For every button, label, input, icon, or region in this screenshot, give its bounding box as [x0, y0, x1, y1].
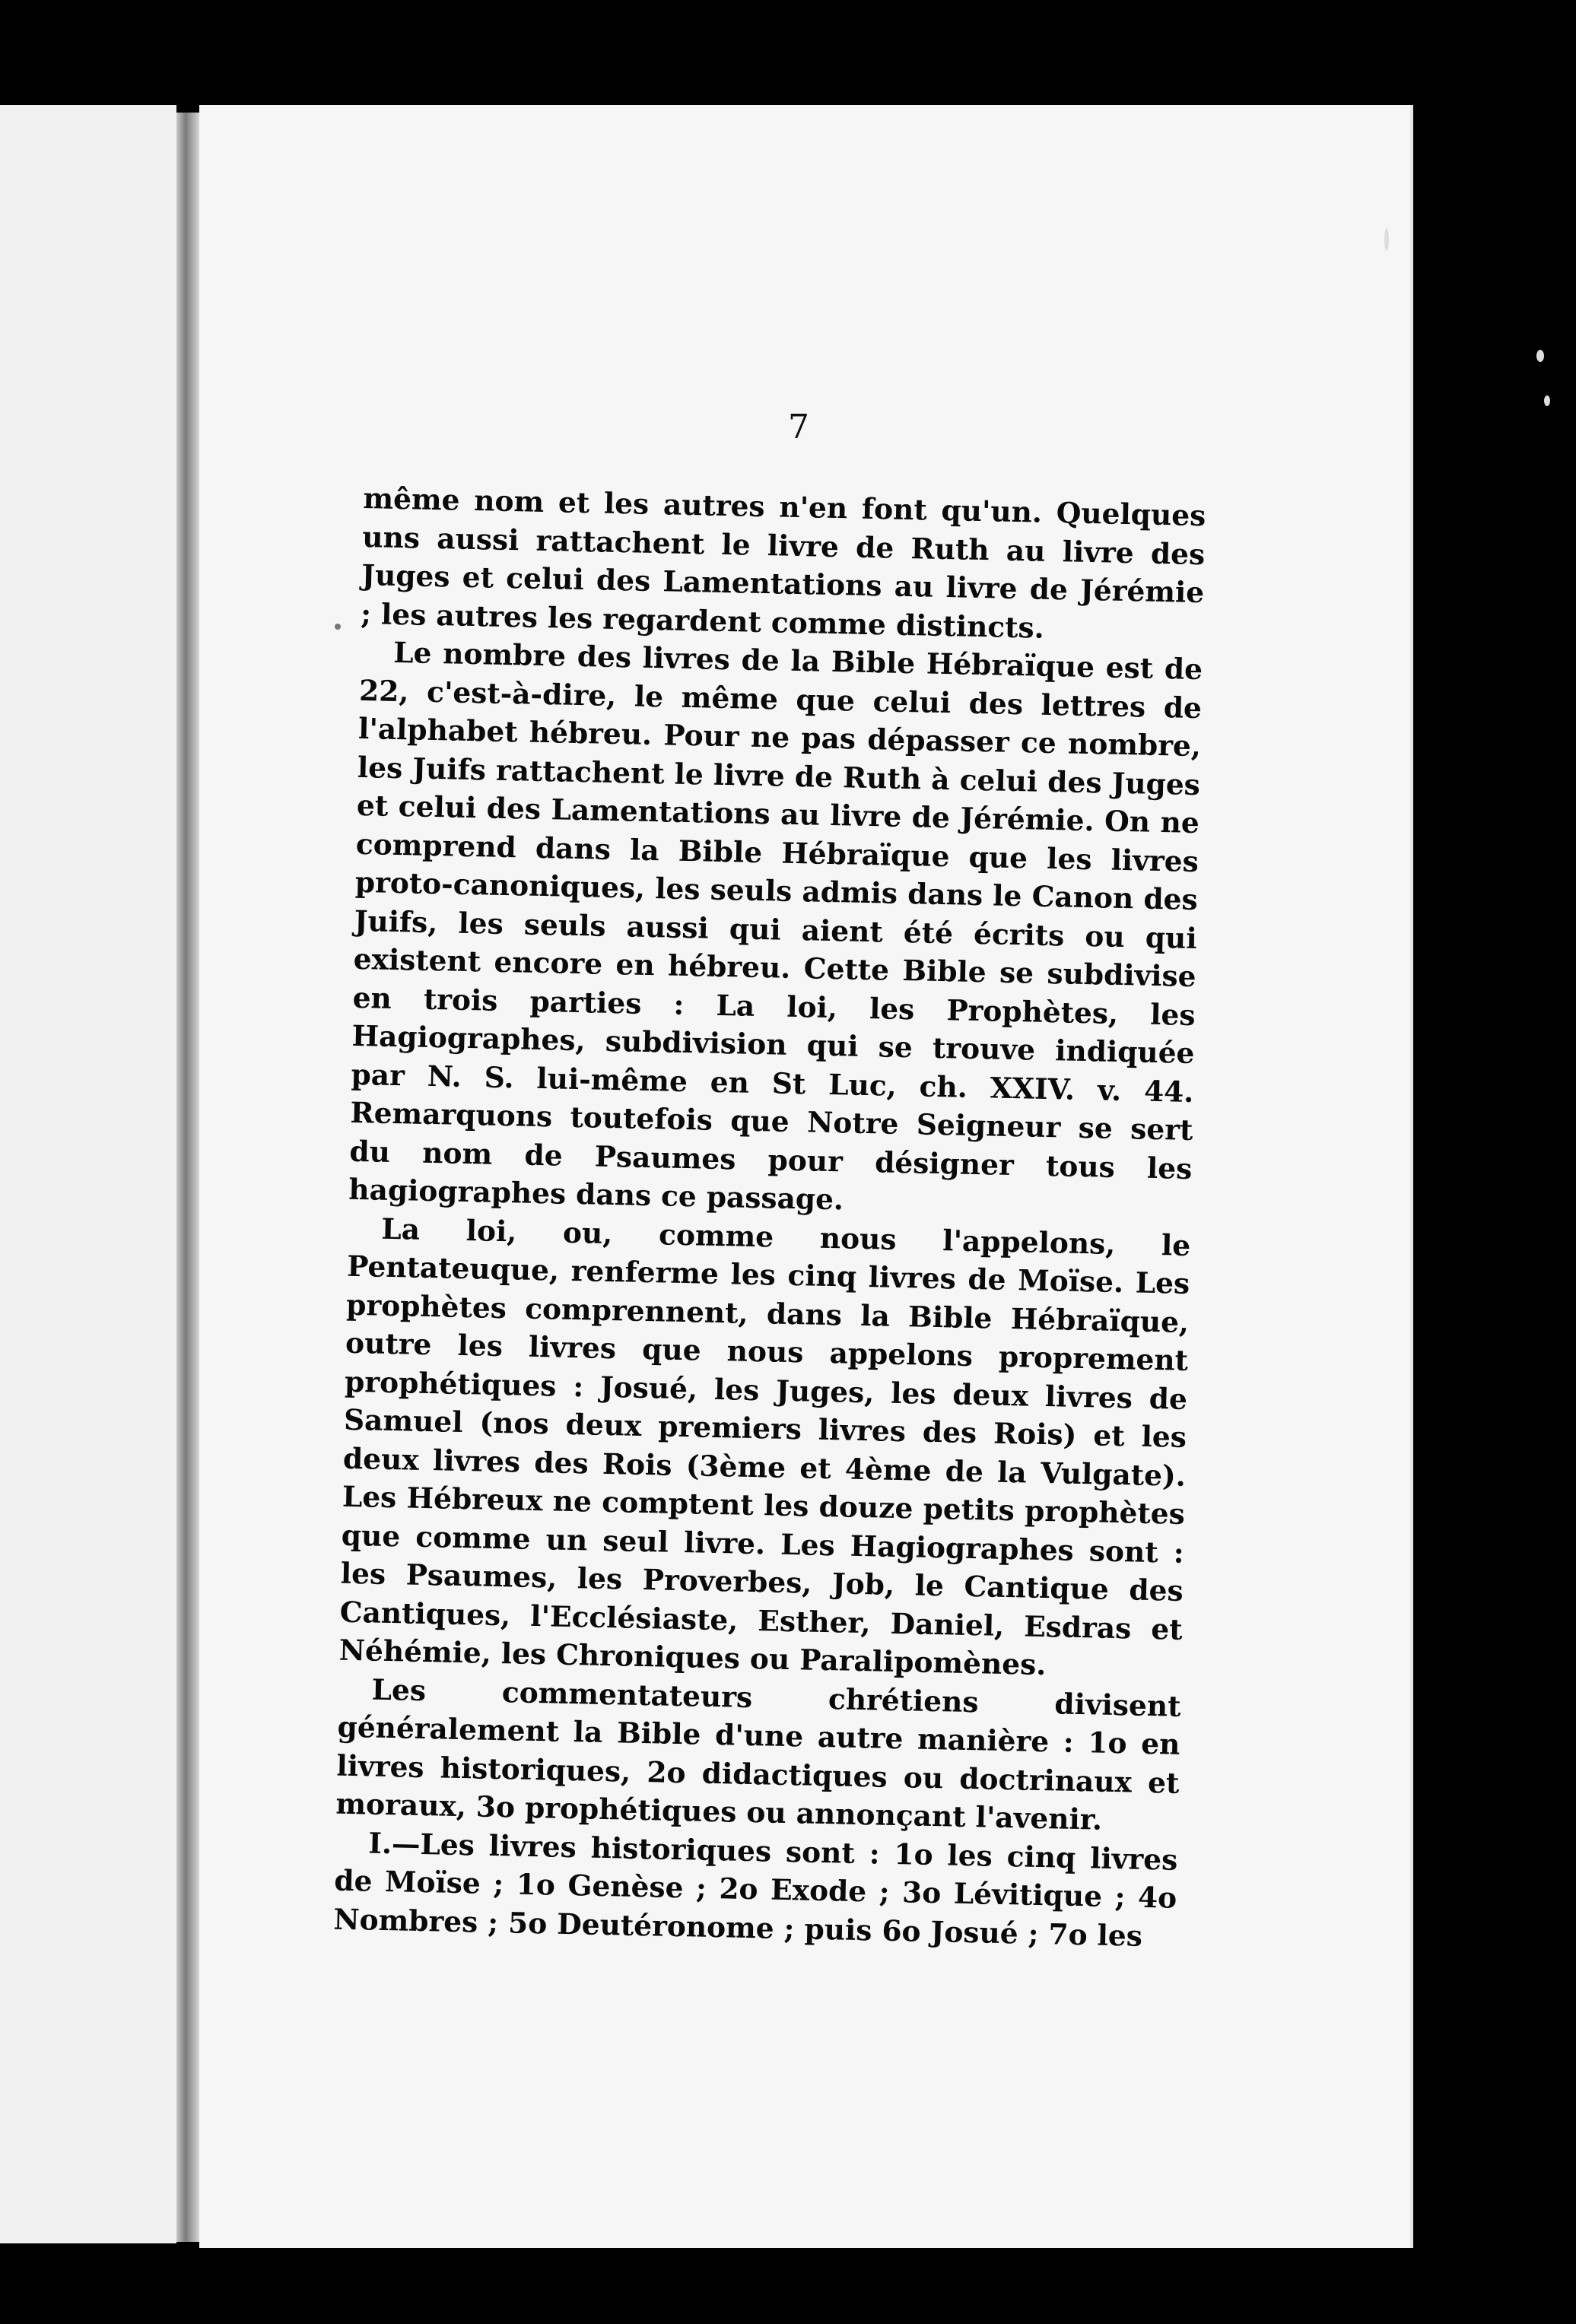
page-number: 7 — [788, 408, 809, 446]
paragraph: Le nombre des livres de la Bible Hébraïque est de 22, c'est-à-dire, le même que celui des lettres de l'alphabet hébreu. Pour ne pas dépasser ce nombre, les Juifs rattachent le livre de Ruth à celui des Juges et celui des Lamentations au livre de Jérémie. On ne comprend dans la Bible Hébraïque que les livres proto-canoniques, les seuls admis dans le Canon des Juifs, les seuls aussi qui aient été écrits ou qui existent encore en hébreu. Cette Bible se subdivise en trois parties : La loi, les Prophètes, les Hagiographes, subdivision qui se trouve indiquée par N. S. lui-même en St Luc, ch. XXIV. v. 44. Remarquons toutefois que Notre Seigneur se sert du nom de Psaumes pour désigner tous les hagiographes dans ce passage. — [348, 635, 1203, 1217]
previous-page-edge — [0, 105, 176, 2243]
scan-speck — [335, 624, 341, 630]
scan-speck — [1544, 395, 1550, 406]
paragraph: La loi, ou, comme nous l'appelons, le Pentateuque, renferme les cinq livres de Moïse. Les prophètes comprennent, dans la Bible Hébraïque, outre les livres que nous appelons proprement prophétiques : Josué, les Juges, les deux livres de Samuel (nos deux premiers livres des Rois) et les deux livres des Rois (3ème et 4ème de la Vulgate). Les Hébreux ne comptent les douze petits prophètes que comme un seul livre. Les Hagiographes sont : les Psaumes, les Proverbes, Job, le Cantique des Cantiques, l'Ecclésiaste, Esther, Daniel, Esdras et Néhémie, les Chroniques ou Paralipomènes. — [338, 1211, 1191, 1682]
paragraph: Les commentateurs chrétiens divisent généralement la Bible d'une autre manière : 1o en livres historiques, 2o didactiques ou doctrinaux et moraux, 3o prophétiques ou annonçant l'avenir. — [335, 1672, 1181, 1837]
paragraph: I.—Les livres historiques sont : 1o les cinq livres de Moïse ; 1o Genèse ; 2o Exode ; 3o Lévitique ; 4o Nombres ; 5o Deutéronome ; puis 6o Josué ; 7o les — [332, 1826, 1178, 1953]
paragraph: même nom et les autres n'en font qu'un. Quelques uns aussi rattachent le livre de Ruth au livre des Juges et celui des Lamentations au livre de Jérémie ; les autres les regardent comme distincts. — [360, 481, 1206, 645]
book-gutter — [176, 113, 199, 2242]
body-text — [333, 479, 1206, 1956]
scan-speck — [1384, 228, 1389, 251]
scan-speck — [1536, 350, 1544, 362]
